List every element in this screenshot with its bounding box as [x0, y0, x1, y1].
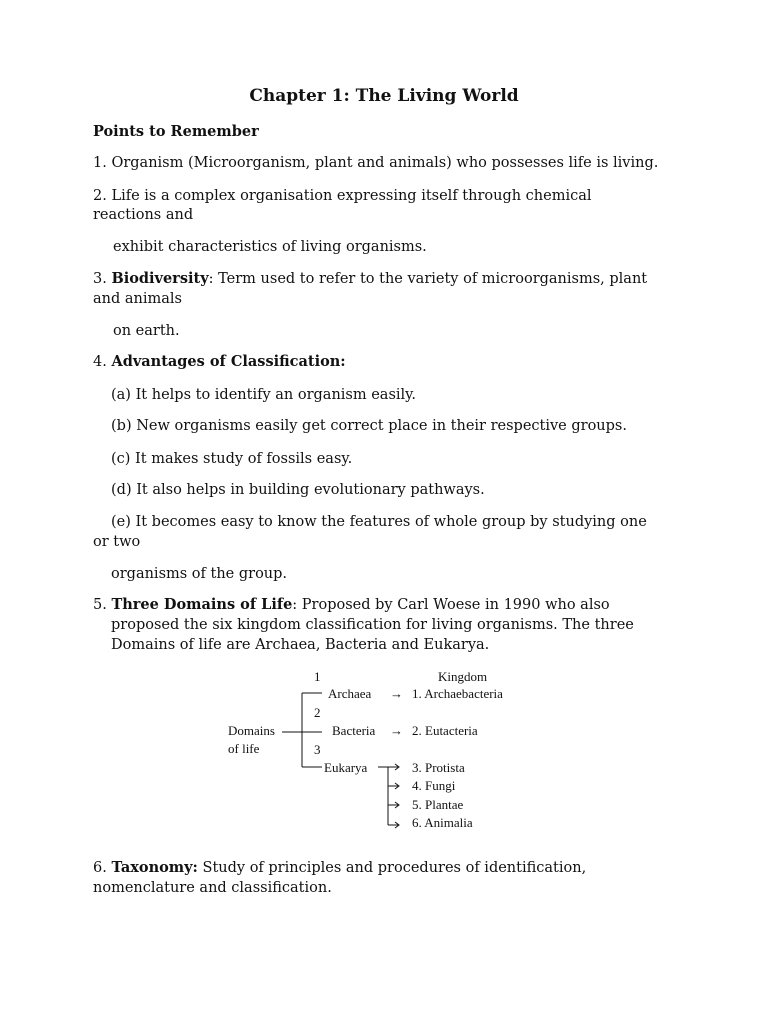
point-1: 1. Organism (Microorganism, plant and animals) who possesses life is living. [93, 155, 659, 171]
domain-number-1: 1 [314, 669, 321, 684]
domain-eukarya: Eukarya [324, 760, 368, 775]
advantage-c: (c) It makes study of fossils easy. [111, 451, 353, 467]
point-6-line-2: nomenclature and classification. [93, 880, 332, 896]
domain-number-3: 3 [314, 742, 321, 757]
advantage-e-continuation: organisms of the group. [111, 566, 288, 582]
kingdom-4: 4. Fungi [412, 778, 456, 793]
kingdom-3: 3. Protista [412, 760, 465, 775]
page-title: Chapter 1: The Living World [249, 86, 519, 106]
kingdom-6: 6. Animalia [412, 815, 473, 830]
point-5-text: : Proposed by Carl Woese in 1990 who also [292, 597, 610, 613]
point-3-number: 3. [93, 271, 112, 287]
point-4-term: Advantages of Classification: [111, 353, 346, 370]
kingdom-2: 2. Eutacteria [412, 723, 478, 738]
point-5-line-3: Domains of life are Archaea, Bacteria and Eukarya. [111, 637, 490, 653]
advantage-a: (a) It helps to identify an organism easily. [111, 387, 417, 403]
kingdom-header: Kingdom [438, 669, 488, 684]
point-5-line-2: proposed the six kingdom classification for living organisms. The three [111, 617, 634, 633]
arrow-archaea: → [390, 686, 403, 701]
point-3-text: : Term used to refer to the variety of microorganisms, plant [208, 271, 648, 287]
point-2-line-1: 2. Life is a complex organisation expressing itself through chemical [93, 188, 592, 204]
advantage-d: (d) It also helps in building evolutionary pathways. [111, 482, 485, 498]
point-5-term: Three Domains of Life [111, 596, 293, 613]
eukarya-bracket [378, 764, 399, 828]
point-6-number: 6. [93, 860, 112, 876]
point-3-line-2: and animals [93, 291, 182, 307]
advantage-b: (b) New organisms easily get correct place in their respective groups. [111, 418, 627, 434]
domains-label-line-2: of life [228, 741, 260, 756]
three-domains-diagram [0, 660, 768, 840]
point-4-heading [93, 352, 693, 372]
point-5-line-1 [93, 595, 693, 615]
advantage-e-line-1: (e) It becomes easy to know the features of whole group by studying one [111, 514, 647, 530]
point-3-continuation: on earth. [113, 323, 180, 339]
point-3-line-1 [93, 269, 693, 289]
kingdom-1: 1. Archaebacteria [412, 686, 503, 701]
point-6-line-1 [93, 858, 693, 878]
domain-bacteria: Bacteria [332, 723, 376, 738]
arrow-bacteria: → [390, 723, 403, 738]
point-4-number: 4. [93, 354, 112, 370]
domain-archaea: Archaea [328, 686, 372, 701]
domains-label-line-1: Domains [228, 723, 275, 738]
point-2-line-2: reactions and [93, 207, 194, 223]
point-2-continuation: exhibit characteristics of living organisms. [113, 239, 427, 255]
domain-number-2: 2 [314, 705, 321, 720]
advantage-e-line-2: or two [93, 534, 141, 550]
kingdom-5: 5. Plantae [412, 797, 464, 812]
point-6-text: Study of principles and procedures of identification, [197, 860, 587, 876]
point-6-term: Taxonomy: [111, 859, 198, 876]
point-3-term: Biodiversity [111, 270, 209, 287]
point-5-number: 5. [93, 597, 112, 613]
section-heading: Points to Remember [93, 123, 259, 140]
